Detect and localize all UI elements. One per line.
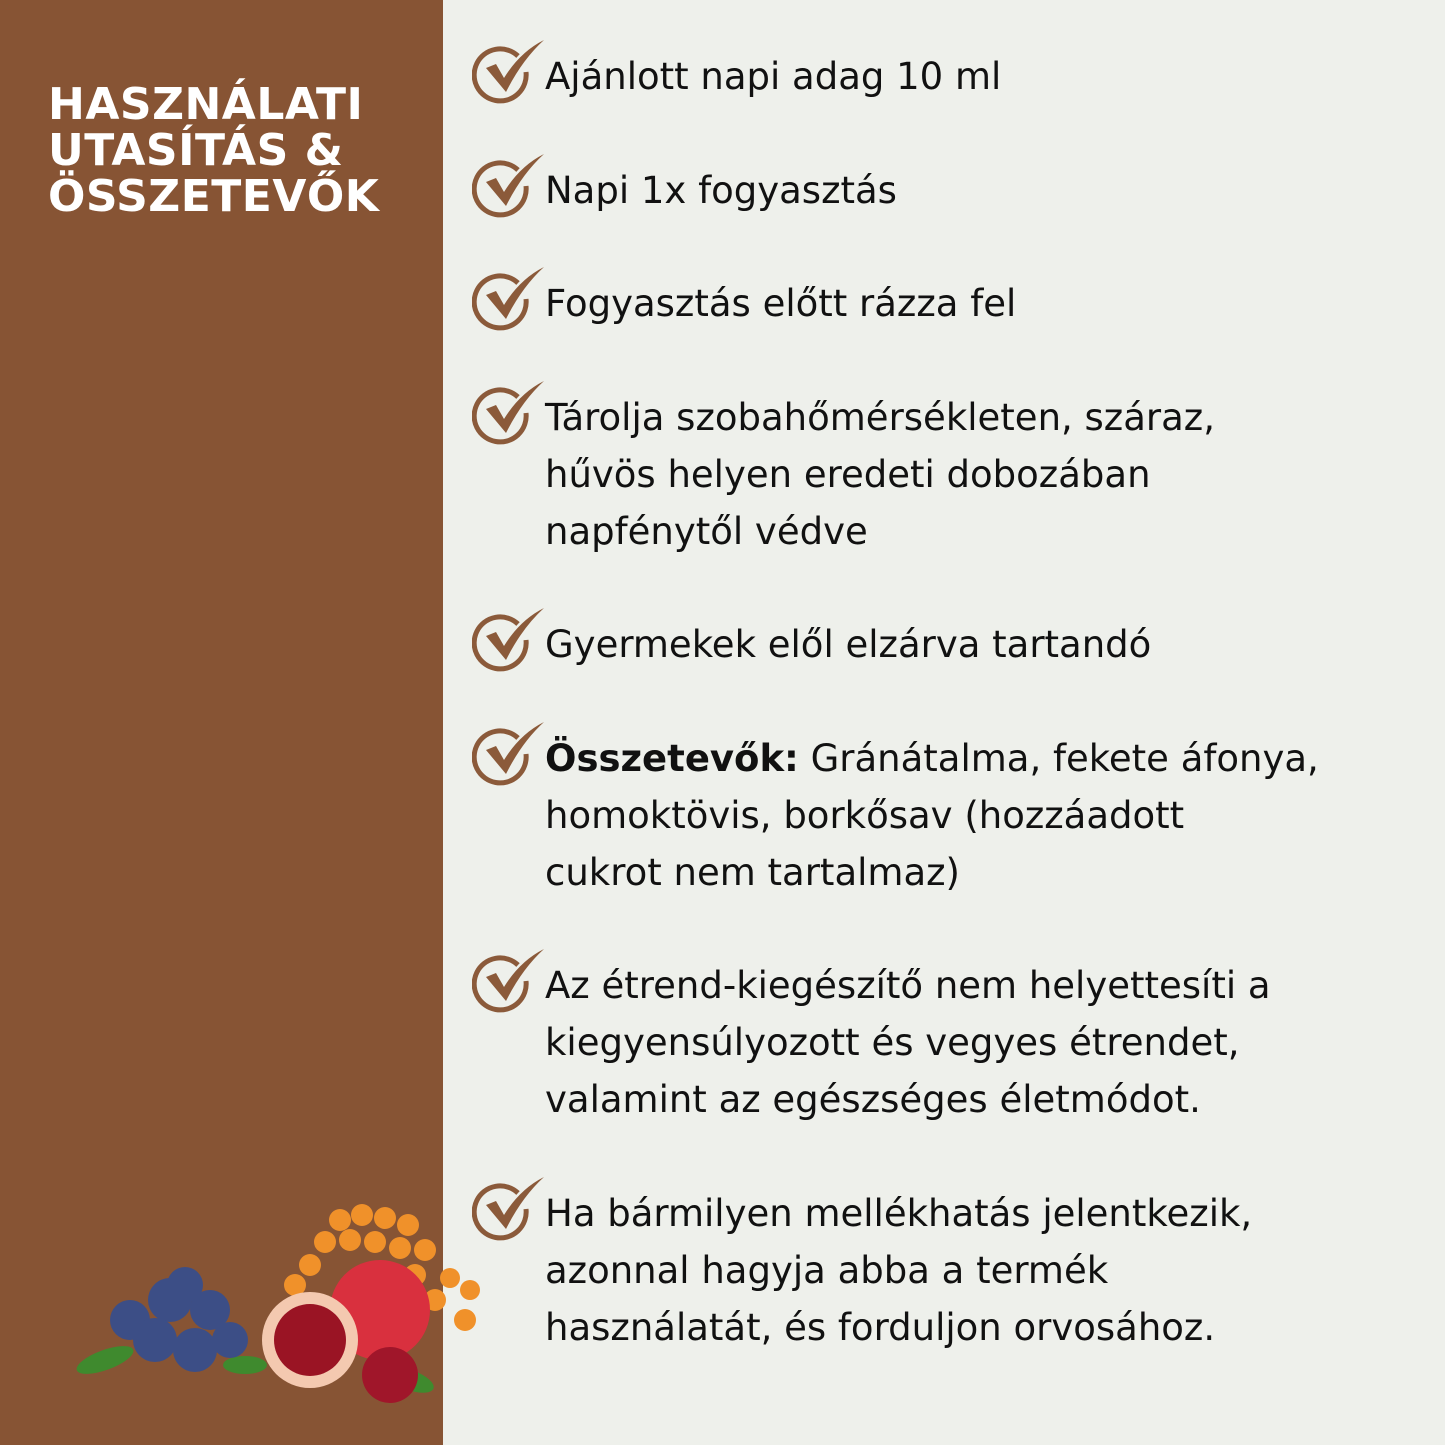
checkmark-circle-icon	[472, 152, 544, 218]
checkmark-circle-icon	[472, 1175, 544, 1241]
item-text: használatát, és forduljon orvosához.	[545, 1306, 1216, 1349]
item-line	[545, 1071, 1271, 1128]
checkmark-circle-icon	[472, 379, 544, 445]
checkmark-circle-icon	[472, 947, 544, 1013]
item-text: homoktövis, borkősav (hozzáadott	[545, 794, 1185, 837]
checkmark-circle-icon	[472, 38, 544, 104]
item-line	[545, 730, 1319, 787]
checkmark-circle-icon	[472, 720, 544, 786]
title-line: ÖSSZETEVŐK	[48, 171, 380, 222]
item-text: Gyermekek elől elzárva tartandó	[545, 623, 1152, 666]
item-line	[545, 48, 1001, 105]
item-text: Tárolja szobahőmérsékleten, száraz,	[545, 396, 1215, 439]
item-text: Az étrend-kiegészítő nem helyettesíti a	[545, 964, 1271, 1007]
page-title	[48, 79, 380, 222]
checkmark-circle-icon	[472, 606, 544, 672]
item-line	[545, 162, 897, 219]
checkmark-circle-icon	[472, 265, 544, 331]
item-text: kiegyensúlyozott és vegyes étrendet,	[545, 1021, 1240, 1064]
item-text: cukrot nem tartalmaz)	[545, 851, 960, 894]
item-line	[545, 957, 1271, 1014]
item-text: Napi 1x fogyasztás	[545, 169, 897, 212]
item-line	[545, 844, 1319, 901]
item-line	[545, 1242, 1252, 1299]
item-line	[545, 616, 1151, 673]
item-text: Ajánlott napi adag 10 ml	[545, 55, 1002, 98]
item-text: hűvös helyen eredeti dobozában	[545, 453, 1151, 496]
item-line	[545, 1185, 1252, 1242]
item-line	[545, 446, 1215, 503]
item-text: valamint az egészséges életmódot.	[545, 1078, 1201, 1121]
item-line	[545, 503, 1215, 560]
title-line: UTASÍTÁS &	[48, 125, 344, 176]
item-text: Ha bármilyen mellékhatás jelentkezik,	[545, 1192, 1253, 1235]
item-text: azonnal hagyja abba a termék	[545, 1249, 1109, 1292]
item-text: Fogyasztás előtt rázza fel	[545, 282, 1017, 325]
item-text: Gránátalma, fekete áfonya,	[798, 737, 1319, 780]
item-line	[545, 389, 1215, 446]
item-line	[545, 787, 1319, 844]
title-line: HASZNÁLATI	[48, 79, 364, 130]
item-line	[545, 1014, 1271, 1071]
item-line	[545, 1299, 1252, 1356]
item-text: napfénytől védve	[545, 510, 868, 553]
fruit-illustration	[70, 1190, 490, 1420]
item-line	[545, 275, 1016, 332]
ingredients-label: Összetevők:	[545, 737, 799, 780]
